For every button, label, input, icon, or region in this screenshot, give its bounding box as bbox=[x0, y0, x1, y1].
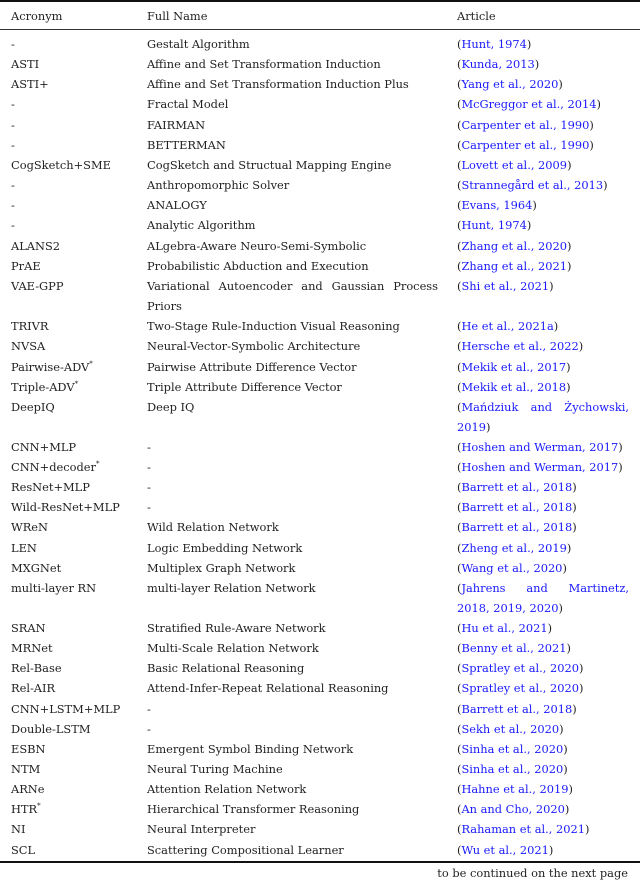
table-row bbox=[0, 215, 640, 235]
citation-link[interactable]: Hoshen and Werman, 2017 bbox=[461, 459, 619, 474]
article-cell bbox=[457, 840, 629, 860]
citation-link[interactable]: Sinha et al., 2020 bbox=[461, 762, 564, 776]
table-row bbox=[0, 719, 640, 739]
citation-link[interactable]: Zheng et al., 2019 bbox=[461, 540, 567, 555]
acronym-cell bbox=[11, 477, 141, 497]
acronym-cell bbox=[11, 135, 141, 155]
acronym-text: VAE-GPP bbox=[11, 278, 64, 293]
acronym-cell bbox=[11, 578, 141, 598]
table-row bbox=[0, 195, 640, 215]
acronym-text: TRIVR bbox=[11, 319, 49, 334]
acronym-text: MXGNet bbox=[11, 560, 62, 575]
full-name-cell: Neural-Vector-Symbolic Architecture bbox=[147, 339, 361, 354]
article-cell bbox=[457, 739, 629, 759]
full-name-cell: Probabilistic Abduction and Execution bbox=[147, 258, 369, 273]
article-cell bbox=[457, 195, 629, 215]
acronym-text: CNN+MLP bbox=[11, 439, 77, 454]
article-cell bbox=[457, 316, 629, 336]
acronym-text: ALANS2 bbox=[11, 238, 61, 253]
article-cell bbox=[457, 397, 629, 437]
acronym-cell bbox=[11, 558, 141, 578]
acronym-cell bbox=[11, 215, 141, 235]
acronym-cell bbox=[11, 719, 141, 739]
table-row bbox=[0, 840, 640, 860]
citation-link[interactable]: McGreggor et al., 2014 bbox=[461, 97, 597, 112]
article-cell bbox=[457, 558, 629, 578]
acronym-text: - bbox=[11, 97, 15, 112]
table-row bbox=[0, 578, 640, 618]
table-row bbox=[0, 779, 640, 799]
acronym-text: CNN+decoder bbox=[11, 459, 96, 474]
article-cell bbox=[457, 377, 629, 397]
article-cell bbox=[457, 719, 629, 739]
full-name-cell: Stratified Rule-Aware Network bbox=[147, 620, 326, 635]
full-name-cell: Deep IQ bbox=[147, 399, 195, 414]
table-row bbox=[0, 558, 640, 578]
table-row bbox=[0, 538, 640, 558]
full-name-cell: multi-layer Relation Network bbox=[147, 580, 316, 595]
article-cell bbox=[457, 759, 629, 779]
table-row bbox=[0, 397, 640, 437]
table-row bbox=[0, 638, 640, 658]
citation-link[interactable]: Benny et al., 2021 bbox=[461, 641, 567, 656]
full-name-cell: Pairwise Attribute Difference Vector bbox=[147, 359, 357, 374]
header-acronym: Acronym bbox=[11, 9, 63, 23]
citation-link[interactable]: Shi et al., 2021 bbox=[461, 278, 550, 293]
citation-link[interactable]: Hersche et al., 2022 bbox=[461, 339, 579, 354]
header-full-name: Full Name bbox=[147, 9, 208, 23]
acronym-cell bbox=[11, 759, 141, 779]
footnote-marker: * bbox=[37, 802, 41, 811]
article-cell bbox=[457, 34, 629, 54]
acronym-text: WReN bbox=[11, 520, 48, 535]
citation-link[interactable]: Hunt, 1974 bbox=[461, 37, 527, 51]
full-name-cell: ALgebra-Aware Neuro-Semi-Symbolic bbox=[147, 238, 367, 253]
full-name-cell: Logic Embedding Network bbox=[147, 540, 303, 555]
acronym-text: Rel-Base bbox=[11, 661, 62, 676]
table-row bbox=[0, 74, 640, 94]
acronym-text: CNN+LSTM+MLP bbox=[11, 701, 121, 716]
acronym-cell bbox=[11, 336, 141, 356]
article-cell bbox=[457, 215, 629, 235]
acronym-text: HTR bbox=[11, 802, 38, 817]
table-row bbox=[0, 739, 640, 759]
full-name-cell: - bbox=[147, 459, 151, 474]
article-cell bbox=[457, 115, 629, 135]
article-cell bbox=[457, 357, 629, 377]
acronym-cell bbox=[11, 34, 141, 54]
table-row bbox=[0, 678, 640, 698]
article-cell bbox=[457, 658, 629, 678]
citation-link[interactable]: Hoshen and Werman, 2017 bbox=[461, 439, 619, 454]
article-cell bbox=[457, 497, 629, 517]
citation-link[interactable]: An and Cho, 2020 bbox=[461, 802, 565, 817]
footnote-marker: * bbox=[89, 359, 93, 368]
table-row bbox=[0, 54, 640, 74]
full-name-cell: Gestalt Algorithm bbox=[147, 37, 250, 51]
acronym-cell bbox=[11, 517, 141, 537]
article-cell bbox=[457, 678, 629, 698]
full-name-cell: Two-Stage Rule-Induction Visual Reasoning bbox=[147, 319, 400, 334]
article-cell bbox=[457, 437, 629, 457]
acronym-cell bbox=[11, 236, 141, 256]
citation-link[interactable]: Mekik et al., 2018 bbox=[461, 379, 567, 394]
acronym-cell bbox=[11, 840, 141, 860]
table-row bbox=[0, 357, 640, 377]
table-row bbox=[0, 437, 640, 457]
table-row bbox=[0, 497, 640, 517]
full-name-cell: Attend-Infer-Repeat Relational Reasoning bbox=[147, 681, 389, 696]
table-row bbox=[0, 135, 640, 155]
full-name-cell: Attention Relation Network bbox=[147, 782, 307, 797]
table-row bbox=[0, 256, 640, 276]
table-bottom-rule bbox=[0, 861, 640, 863]
acronym-text: Pairwise-ADV bbox=[11, 359, 90, 374]
citation-link[interactable]: Sinha et al., 2020 bbox=[461, 741, 564, 756]
article-cell bbox=[457, 336, 629, 356]
full-name-cell: Neural Interpreter bbox=[147, 822, 256, 837]
citation-link[interactable]: Barrett et al., 2018 bbox=[461, 701, 573, 716]
acronym-cell bbox=[11, 115, 141, 135]
acronym-text: SRAN bbox=[11, 620, 46, 635]
table-row bbox=[0, 115, 640, 135]
citation-link[interactable]: Barrett et al., 2018 bbox=[461, 480, 573, 495]
acronym-text: PrAE bbox=[11, 258, 41, 273]
full-name-cell: - bbox=[147, 721, 151, 736]
acronym-cell bbox=[11, 276, 141, 296]
citation-link[interactable]: Strannegård et al., 2013 bbox=[461, 178, 604, 193]
table-row bbox=[0, 155, 640, 175]
acronym-text: NI bbox=[11, 822, 26, 837]
table-row bbox=[0, 457, 640, 477]
citation-link[interactable]: Lovett et al., 2009 bbox=[461, 157, 568, 172]
acronym-text: NTM bbox=[11, 762, 41, 776]
acronym-text: Wild-ResNet+MLP bbox=[11, 500, 120, 515]
acronym-text: ARNe bbox=[11, 782, 45, 797]
table-row bbox=[0, 819, 640, 839]
article-cell bbox=[457, 578, 629, 618]
acronym-cell bbox=[11, 155, 141, 175]
table-row bbox=[0, 34, 640, 54]
full-name-cell: Neural Turing Machine bbox=[147, 762, 283, 776]
table-row bbox=[0, 699, 640, 719]
citation-link[interactable]: Mańdziuk and Żychowski, 2019 bbox=[457, 399, 629, 434]
full-name-cell: - bbox=[147, 701, 151, 716]
acronym-cell bbox=[11, 377, 141, 397]
acronym-text: SCL bbox=[11, 842, 36, 857]
citation-link[interactable]: Rahaman et al., 2021 bbox=[461, 822, 585, 837]
acronym-cell bbox=[11, 256, 141, 276]
article-cell bbox=[457, 779, 629, 799]
full-name-cell: Multiplex Graph Network bbox=[147, 560, 296, 575]
acronym-text: CogSketch+SME bbox=[11, 157, 111, 172]
full-name-cell: Analytic Algorithm bbox=[147, 218, 256, 233]
acronym-cell bbox=[11, 195, 141, 215]
acronym-text: Triple-ADV bbox=[11, 379, 75, 394]
full-name-cell: Triple Attribute Difference Vector bbox=[147, 379, 342, 394]
acronym-text: ResNet+MLP bbox=[11, 480, 90, 495]
acronym-text: MRNet bbox=[11, 641, 53, 656]
table-row bbox=[0, 759, 640, 779]
table-body bbox=[0, 34, 640, 860]
article-cell bbox=[457, 618, 629, 638]
acronym-cell bbox=[11, 739, 141, 759]
table-row bbox=[0, 94, 640, 114]
acronym-text: - bbox=[11, 198, 15, 213]
acronym-cell bbox=[11, 819, 141, 839]
citation-link[interactable]: Hunt, 1974 bbox=[461, 218, 527, 233]
continued-note: to be continued on the next page bbox=[437, 866, 628, 880]
citation-link[interactable]: Kunda, 2013 bbox=[461, 57, 535, 72]
acronym-cell bbox=[11, 94, 141, 114]
full-name-cell: Basic Relational Reasoning bbox=[147, 661, 305, 676]
citation-link[interactable]: Zhang et al., 2021 bbox=[461, 258, 567, 273]
citation-link[interactable]: Jahrens and Martinetz, 2018, 2019, 2020 bbox=[457, 580, 629, 616]
full-name-cell: - bbox=[147, 439, 151, 454]
acronym-text: - bbox=[11, 178, 15, 193]
acronym-text: ASTI bbox=[11, 57, 40, 72]
article-cell bbox=[457, 638, 629, 658]
acronym-text: NVSA bbox=[11, 339, 46, 354]
acronym-cell bbox=[11, 437, 141, 457]
table-row bbox=[0, 316, 640, 336]
acronym-cell bbox=[11, 497, 141, 517]
acronym-cell bbox=[11, 175, 141, 195]
article-cell bbox=[457, 699, 629, 719]
acronym-cell bbox=[11, 658, 141, 678]
full-name-cell: Variational Autoencoder and Gaussian Process Priors bbox=[147, 278, 438, 314]
full-name-cell: - bbox=[147, 500, 151, 515]
article-cell bbox=[457, 477, 629, 497]
full-name-cell: Multi-Scale Relation Network bbox=[147, 641, 319, 656]
acronym-cell bbox=[11, 618, 141, 638]
header-article: Article bbox=[457, 9, 496, 23]
citation-link[interactable]: Carpenter et al., 1990 bbox=[461, 117, 590, 132]
article-cell bbox=[457, 155, 629, 175]
acronym-cell bbox=[11, 699, 141, 719]
acronym-text: DeepIQ bbox=[11, 399, 55, 414]
acronym-cell bbox=[11, 779, 141, 799]
full-name-cell: CogSketch and Structual Mapping Engine bbox=[147, 157, 392, 172]
acronym-text: Rel-AIR bbox=[11, 681, 56, 696]
citation-link[interactable]: Mekik et al., 2017 bbox=[461, 359, 567, 374]
full-name-cell: FAIRMAN bbox=[147, 117, 206, 132]
acronym-cell bbox=[11, 678, 141, 698]
table-row bbox=[0, 336, 640, 356]
article-cell bbox=[457, 135, 629, 155]
acronym-cell bbox=[11, 54, 141, 74]
header-rule bbox=[0, 29, 640, 30]
citation-link[interactable]: Hahne et al., 2019 bbox=[461, 782, 569, 797]
acronym-text: ASTI+ bbox=[11, 77, 49, 92]
full-name-cell: Hierarchical Transformer Reasoning bbox=[147, 802, 360, 817]
table-row bbox=[0, 377, 640, 397]
article-cell bbox=[457, 538, 629, 558]
full-name-cell: Fractal Model bbox=[147, 97, 229, 112]
citation-link[interactable]: Barrett et al., 2018 bbox=[461, 520, 573, 535]
table-row bbox=[0, 236, 640, 256]
table-row bbox=[0, 658, 640, 678]
citation-link[interactable]: Sekh et al., 2020 bbox=[461, 721, 560, 736]
table-row bbox=[0, 799, 640, 819]
acronym-cell bbox=[11, 799, 141, 819]
article-cell bbox=[457, 175, 629, 195]
full-name-cell: Affine and Set Transformation Induction Plus bbox=[147, 77, 409, 92]
article-cell bbox=[457, 54, 629, 74]
article-cell bbox=[457, 799, 629, 819]
article-cell bbox=[457, 256, 629, 276]
acronym-cell bbox=[11, 316, 141, 336]
article-cell bbox=[457, 517, 629, 537]
citation-link[interactable]: Wu et al., 2021 bbox=[461, 842, 549, 857]
full-name-cell: Wild Relation Network bbox=[147, 520, 279, 535]
article-cell bbox=[457, 236, 629, 256]
article-cell bbox=[457, 276, 629, 296]
full-name-cell: - bbox=[147, 480, 151, 495]
citation-link[interactable]: Spratley et al., 2020 bbox=[461, 661, 580, 676]
acronym-cell bbox=[11, 638, 141, 658]
full-name-cell: Scattering Compositional Learner bbox=[147, 842, 344, 857]
citation-link[interactable]: Spratley et al., 2020 bbox=[461, 681, 580, 696]
acronym-cell bbox=[11, 397, 141, 417]
acronym-cell bbox=[11, 357, 141, 377]
acronym-text: LEN bbox=[11, 540, 37, 555]
table-row bbox=[0, 276, 640, 316]
acronym-text: multi-layer RN bbox=[11, 580, 97, 595]
table-top-rule bbox=[0, 0, 640, 2]
citation-link[interactable]: He et al., 2021a bbox=[461, 319, 554, 334]
table-row bbox=[0, 517, 640, 537]
citation-link[interactable]: Hu et al., 2021 bbox=[461, 620, 548, 635]
citation-link[interactable]: Barrett et al., 2018 bbox=[461, 500, 573, 515]
citation-link[interactable]: Wang et al., 2020 bbox=[461, 560, 563, 575]
article-cell bbox=[457, 94, 629, 114]
acronym-text: - bbox=[11, 117, 15, 132]
full-name-cell: ANALOGY bbox=[147, 198, 207, 213]
article-cell bbox=[457, 819, 629, 839]
citation-link[interactable]: Carpenter et al., 1990 bbox=[461, 137, 590, 152]
acronym-text: Double-LSTM bbox=[11, 721, 91, 736]
acronym-cell bbox=[11, 74, 141, 94]
citation-link[interactable]: Evans, 1964 bbox=[461, 198, 533, 213]
acronym-text: ESBN bbox=[11, 741, 46, 756]
acronym-cell bbox=[11, 538, 141, 558]
full-name-cell: Anthropomorphic Solver bbox=[147, 178, 290, 193]
article-cell bbox=[457, 74, 629, 94]
footnote-marker: * bbox=[95, 459, 100, 468]
acronym-text: - bbox=[11, 37, 15, 51]
table-row bbox=[0, 477, 640, 497]
citation-link[interactable]: Zhang et al., 2020 bbox=[461, 238, 567, 253]
table-row bbox=[0, 618, 640, 638]
full-name-cell: Emergent Symbol Binding Network bbox=[147, 741, 354, 756]
article-cell bbox=[457, 457, 629, 477]
footnote-marker: * bbox=[74, 379, 79, 388]
acronym-text: - bbox=[11, 218, 15, 233]
full-name-cell: BETTERMAN bbox=[147, 137, 226, 152]
table-row bbox=[0, 175, 640, 195]
citation-link[interactable]: Yang et al., 2020 bbox=[461, 77, 559, 92]
full-name-cell: Affine and Set Transformation Induction bbox=[147, 57, 381, 72]
acronym-cell bbox=[11, 457, 141, 477]
acronym-text: - bbox=[11, 137, 15, 152]
